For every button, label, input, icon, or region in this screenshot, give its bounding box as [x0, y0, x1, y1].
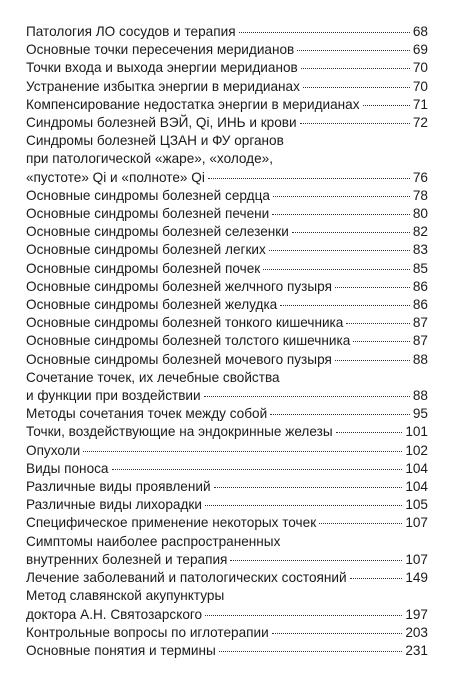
toc-entry-row	[26, 241, 428, 259]
toc-entry-title: Различные виды проявлений	[26, 479, 211, 495]
toc-entry[interactable]	[26, 260, 428, 278]
dot-leader	[272, 633, 403, 634]
dot-leader	[319, 523, 402, 524]
toc-entry-page-number: 85	[412, 260, 428, 276]
dot-leader	[208, 178, 410, 179]
toc-entry[interactable]	[26, 205, 428, 223]
toc-entry-page-number: 72	[412, 115, 428, 131]
toc-entry-title: Синдромы болезней ВЭЙ, Qi, ИНЬ и крови	[26, 115, 297, 131]
dot-leader	[346, 323, 410, 324]
toc-entry-title: Точки, воздействующие на эндокринные железы	[26, 424, 333, 440]
dot-leader	[273, 196, 410, 197]
toc-entry-row	[26, 642, 428, 660]
toc-entry[interactable]	[26, 587, 428, 623]
toc-entry-row	[26, 260, 428, 278]
toc-entry-page-number: 107	[405, 515, 428, 531]
toc-entry-row	[26, 59, 428, 77]
dot-leader	[112, 469, 403, 470]
toc-entry-title-line: Синдромы болезней ЦЗАН и ФУ органов	[26, 133, 284, 149]
toc-entry[interactable]	[26, 533, 428, 569]
toc-entry-row	[26, 478, 428, 496]
toc-entry-title: и функции при воздействии	[26, 388, 201, 404]
toc-entry-title-line: при патологической «жаре», «холоде»,	[26, 151, 274, 167]
dot-leader	[214, 487, 403, 488]
toc-entry-row	[26, 606, 428, 624]
toc-entry-title: Специфическое применение некоторых точек	[26, 515, 317, 531]
dot-leader	[230, 560, 402, 561]
toc-entry-row	[26, 41, 428, 59]
toc-entry-row	[26, 569, 428, 587]
toc-entry-title: Основные синдромы болезней сердца	[26, 187, 270, 203]
toc-entry-title: Основные синдромы болезней желчного пузыря	[26, 278, 332, 294]
toc-entry[interactable]	[26, 23, 428, 41]
toc-entry-title: Устранение избытка энергии в меридианах	[26, 78, 300, 94]
toc-entry-title: Методы сочетания точек между собой	[26, 406, 268, 422]
toc-entry-row	[26, 205, 428, 223]
dot-leader	[204, 396, 410, 397]
dot-leader	[270, 414, 410, 415]
dot-leader	[335, 287, 410, 288]
toc-entry-title: Патология ЛО сосудов и терапия	[26, 24, 236, 39]
toc-entry[interactable]	[26, 442, 428, 460]
toc-entry[interactable]	[26, 59, 428, 77]
dot-leader	[269, 250, 410, 251]
toc-entry-page-number: 88	[412, 351, 428, 367]
dot-leader	[83, 451, 402, 452]
toc-entry-title: Основные синдромы болезней желудка	[26, 297, 278, 313]
toc-entry[interactable]	[26, 332, 428, 350]
dot-leader	[335, 360, 410, 361]
toc-entry-title: Виды поноса	[26, 460, 109, 476]
toc-entry-row	[26, 96, 428, 114]
toc-entry-page-number: 86	[412, 297, 428, 313]
toc-entry-page-number: 70	[412, 60, 428, 76]
toc-entry-page-number: 69	[412, 42, 428, 58]
toc-entry-row	[26, 78, 428, 96]
toc-entry[interactable]	[26, 296, 428, 314]
toc-entry-title: Опухоли	[26, 442, 81, 458]
toc-entry-page-number: 83	[412, 242, 428, 258]
toc-entry[interactable]	[26, 478, 428, 496]
toc-entry-page-number: 107	[405, 551, 428, 567]
toc-entry-title: внутренних болезней и терапия	[26, 551, 228, 567]
toc-entry-page-number: 105	[405, 497, 428, 513]
toc-entry-page-number: 70	[412, 78, 428, 94]
toc-entry[interactable]	[26, 514, 428, 532]
toc-entry-row	[26, 423, 428, 441]
toc-entry[interactable]	[26, 624, 428, 642]
toc-entry-title: Лечение заболеваний и патологических состояний	[26, 570, 347, 586]
table-of-contents	[26, 23, 428, 660]
toc-entry-row	[26, 23, 428, 41]
toc-entry-row	[26, 514, 428, 532]
toc-entry-row	[26, 314, 428, 332]
toc-entry-title: Основные синдромы болезней мочевого пузыря	[26, 351, 332, 367]
toc-entry[interactable]	[26, 642, 428, 660]
dot-leader	[303, 87, 410, 88]
toc-entry-page-number: 87	[412, 333, 428, 349]
toc-entry-row	[26, 351, 428, 369]
toc-entry-row	[26, 387, 428, 405]
dot-leader	[350, 578, 403, 579]
toc-entry-page-number: 95	[412, 406, 428, 422]
toc-entry[interactable]	[26, 132, 428, 187]
toc-entry-page-number: 76	[412, 169, 428, 185]
toc-entry[interactable]	[26, 187, 428, 205]
toc-entry-row	[26, 551, 428, 569]
toc-entry[interactable]	[26, 223, 428, 241]
toc-entry-row	[26, 332, 428, 350]
toc-entry-title: доктора А.Н. Святозарского	[26, 606, 203, 622]
toc-entry-page-number: 71	[412, 96, 428, 112]
toc-entry-page-number: 80	[412, 206, 428, 222]
toc-entry-title: Основные синдромы болезней печени	[26, 206, 270, 222]
toc-entry-title: Основные синдромы болезней легких	[26, 242, 266, 258]
toc-entry[interactable]	[26, 496, 428, 514]
toc-entry-row	[26, 187, 428, 205]
toc-entry[interactable]	[26, 369, 428, 405]
toc-entry[interactable]	[26, 351, 428, 369]
toc-entry-title-line: Сочетание точек, их лечебные свойства	[26, 369, 280, 385]
dot-leader	[205, 505, 402, 506]
toc-entry-title: Основные синдромы болезней толстого кишечника	[26, 333, 351, 349]
toc-entry[interactable]	[26, 405, 428, 423]
toc-entry-page-number: 78	[412, 187, 428, 203]
toc-entry-row	[26, 278, 428, 296]
toc-entry-row	[26, 114, 428, 132]
toc-entry-page-number: 203	[405, 624, 428, 640]
toc-entry-page-number: 231	[405, 642, 428, 658]
toc-entry[interactable]	[26, 96, 428, 114]
toc-entry[interactable]	[26, 241, 428, 259]
toc-entry-row	[26, 442, 428, 460]
toc-entry-row	[26, 624, 428, 642]
toc-entry-row	[26, 223, 428, 241]
toc-entry-title: Основные точки пересечения меридианов	[26, 42, 295, 58]
toc-entry-title-line: Метод славянской акупунктуры	[26, 588, 225, 604]
toc-entry-page-number: 101	[405, 424, 428, 440]
toc-entry-title: Основные понятия и термины	[26, 642, 216, 658]
toc-entry-page-number: 88	[412, 388, 428, 404]
toc-entry-title: «пустоте» Qi и «полноте» Qi	[26, 169, 205, 185]
toc-entry-page-number: 87	[412, 315, 428, 331]
dot-leader	[239, 32, 410, 33]
toc-entry-title-line: Симптомы наиболее распространенных	[26, 533, 281, 549]
toc-entry-row	[26, 405, 428, 423]
toc-entry-row	[26, 460, 428, 478]
toc-entry-title: Точки входа и выхода энергии меридианов	[26, 60, 298, 76]
dot-leader	[272, 214, 410, 215]
toc-entry[interactable]	[26, 78, 428, 96]
toc-entry[interactable]	[26, 278, 428, 296]
dot-leader	[219, 651, 403, 652]
dot-leader	[292, 232, 410, 233]
toc-entry-page-number: 68	[412, 24, 428, 39]
toc-entry-title: Основные синдромы болезней селезенки	[26, 224, 289, 240]
toc-entry-page-number: 197	[405, 606, 428, 622]
toc-entry-row	[26, 496, 428, 514]
dot-leader	[301, 68, 410, 69]
dot-leader	[280, 305, 410, 306]
toc-entry[interactable]	[26, 314, 428, 332]
toc-entry[interactable]	[26, 114, 428, 132]
toc-entry-title: Компенсирование недостатка энергии в меридианах	[26, 96, 360, 112]
toc-entry-row	[26, 296, 428, 314]
toc-entry-page-number: 149	[405, 570, 428, 586]
toc-entry-page-number: 86	[412, 278, 428, 294]
dot-leader	[297, 50, 410, 51]
dot-leader	[205, 615, 402, 616]
dot-leader	[336, 432, 403, 433]
toc-entry-page-number: 104	[405, 479, 428, 495]
dot-leader	[263, 269, 410, 270]
toc-entry[interactable]	[26, 460, 428, 478]
toc-entry[interactable]	[26, 569, 428, 587]
dot-leader	[353, 341, 410, 342]
toc-entry-row	[26, 169, 428, 187]
toc-entry-title: Различные виды лихорадки	[26, 497, 202, 513]
toc-entry[interactable]	[26, 41, 428, 59]
toc-entry-page-number: 102	[405, 442, 428, 458]
toc-entry-title: Основные синдромы болезней тонкого кишечника	[26, 315, 344, 331]
toc-entry-page-number: 82	[412, 224, 428, 240]
dot-leader	[300, 123, 410, 124]
toc-entry[interactable]	[26, 423, 428, 441]
toc-entry-title: Основные синдромы болезней почек	[26, 260, 261, 276]
toc-entry-page-number: 104	[405, 460, 428, 476]
dot-leader	[363, 105, 410, 106]
toc-entry-title: Контрольные вопросы по иглотерапии	[26, 624, 269, 640]
